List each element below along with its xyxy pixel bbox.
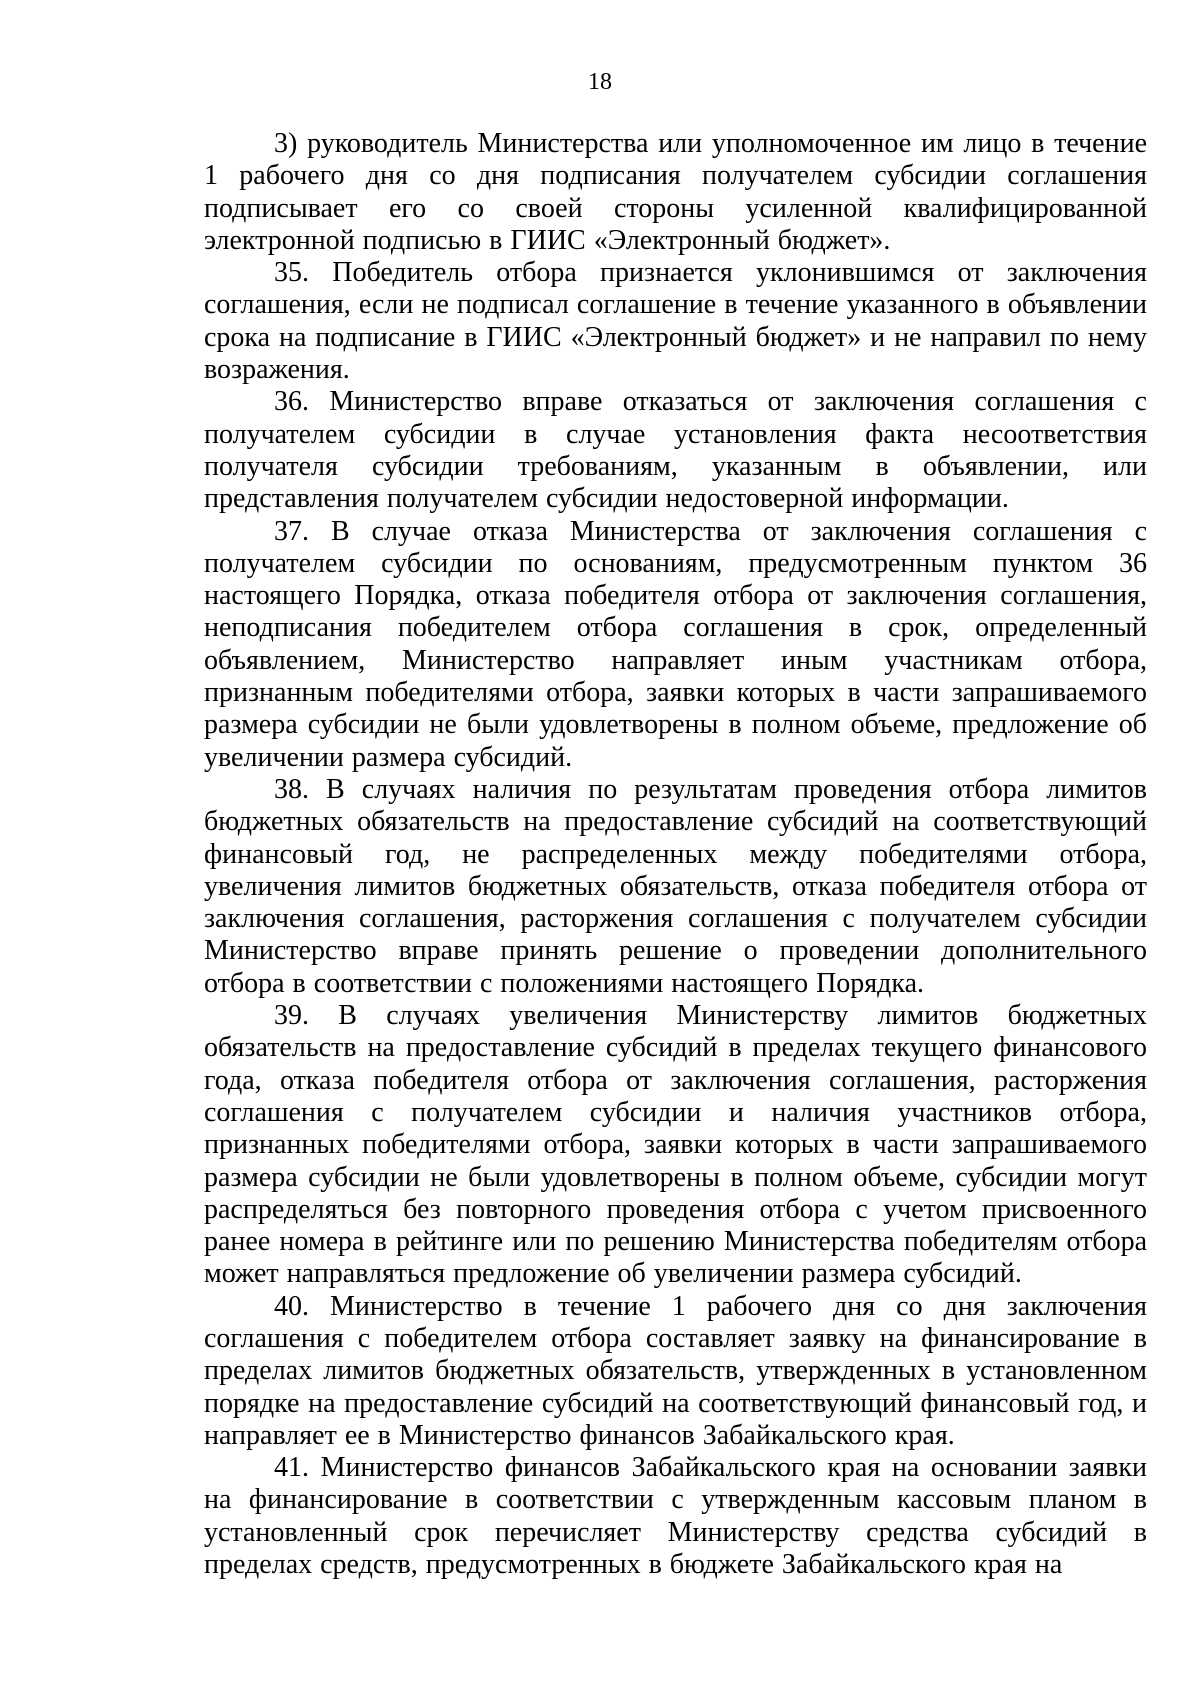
paragraph-item-3: 3) руководитель Министерства или уполномоченное им лицо в течение 1 рабочего дня со дня подписания получателем субсидии соглашения подписывает его со своей стороны усиленной квалифицированной электронной подписью в ГИИС «Электронный бюджет».: [204, 128, 1147, 256]
paragraph-35: 35. Победитель отбора признается уклонившимся от заключения соглашения, если не подписал соглашение в течение указанного в объявлении срока на подписание в ГИИС «Электронный бюджет» и не направил по нему возражения.: [204, 257, 1147, 386]
document-body: [204, 128, 1147, 1581]
page-number: 18: [588, 69, 612, 95]
paragraph-36: 36. Министерство вправе отказаться от заключения соглашения с получателем субсидии в случае установления факта несоответствия получателя субсидии требованиям, указанным в объявлении, или представления получателем субсидии недостоверной информации.: [204, 386, 1147, 515]
paragraph-40: 40. Министерство в течение 1 рабочего дня со дня заключения соглашения с победителем отбора составляет заявку на финансирование в пределах лимитов бюджетных обязательств, утвержденных в установленном порядке на предоставление субсидий на соответствующий финансовый год, и направляет ее в Министерство финансов Забайкальского края.: [204, 1290, 1147, 1451]
paragraph-39: 39. В случаях увеличения Министерству лимитов бюджетных обязательств на предоставление субсидий в пределах текущего финансового года, отказа победителя отбора от заключения соглашения, расторжения соглашения с получателем субсидии и наличия участников отбора, признанных победителями отбора, заявки которых в части запрашиваемого размера субсидии не были удовлетворены в полном объеме, субсидии могут распределяться без повторного проведения отбора с учетом присвоенного ранее номера в рейтинге или по решению Министерства победителям отбора может направляться предложение об увеличении размера субсидий.: [204, 1000, 1147, 1290]
paragraph-38: 38. В случаях наличия по результатам проведения отбора лимитов бюджетных обязательств на предоставление субсидий на соответствующий финансовый год, не распределенных между победителями отбора, увеличения лимитов бюджетных обязательств, отказа победителя отбора от заключения соглашения, расторжения соглашения с получателем субсидии Министерство вправе принять решение о проведении дополнительного отбора в соответствии с положениями настоящего Порядка.: [204, 773, 1147, 999]
paragraph-37: 37. В случае отказа Министерства от заключения соглашения с получателем субсидии по основаниям, предусмотренным пунктом 36 настоящего Порядка, отказа победителя отбора от заключения соглашения, неподписания победителем отбора соглашения в срок, определенный объявлением, Министерство направляет иным участникам отбора, признанным победителями отбора, заявки которых в части запрашиваемого размера субсидии не были удовлетворены в полном объеме, предложение об увеличении размера субсидий.: [204, 515, 1147, 773]
paragraph-41: 41. Министерство финансов Забайкальского края на основании заявки на финансирование в соответствии с утвержденным кассовым планом в установленный срок перечисляет Министерству средства субсидий в пределах средств, предусмотренных в бюджете Забайкальского края на: [204, 1452, 1147, 1581]
